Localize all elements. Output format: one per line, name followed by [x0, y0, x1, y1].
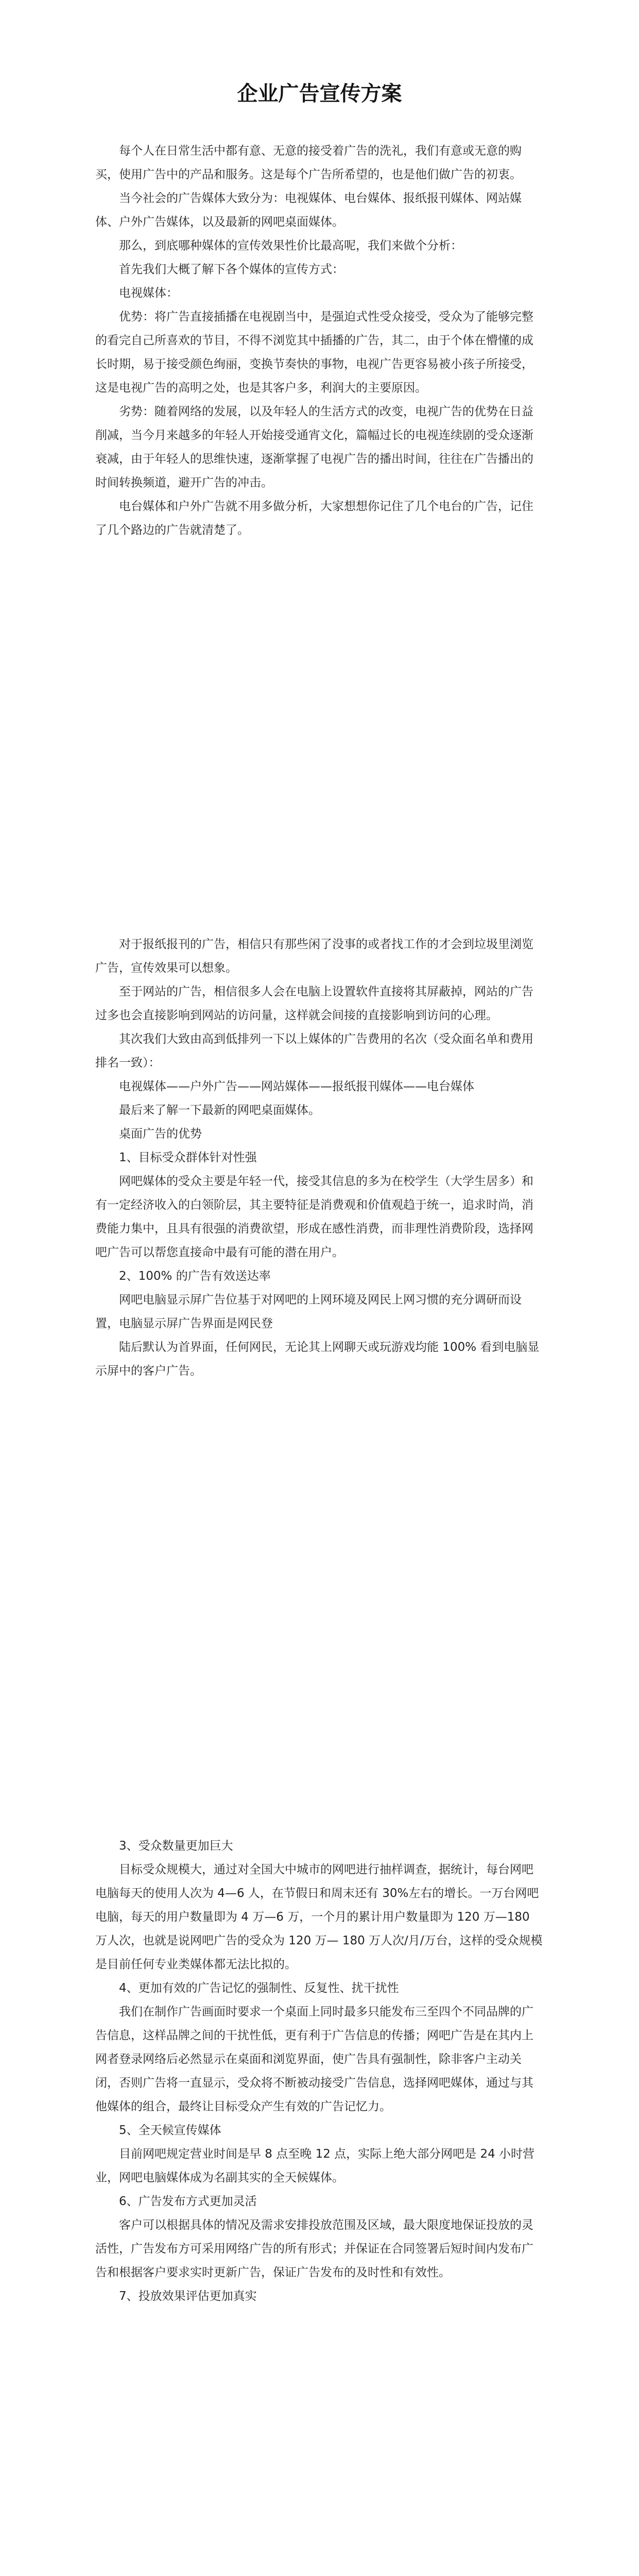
paragraph: 7、投放效果评估更加真实	[119, 2290, 257, 2303]
paragraph: 3、受众数量更加巨大	[119, 1839, 233, 1853]
section-media-analysis	[95, 139, 543, 542]
paragraph: 至于网站的广告，相信很多人会在电脑上设置软件直接将其屏蔽掉，网站的广告过多也会直接影响到网站的访问量，这样就会间接的直接影响到访问的心理。	[95, 985, 533, 1022]
paragraph: 首先我们大概了解下各个媒体的宣传方式：	[119, 263, 344, 276]
paragraph: 电视媒体：	[119, 286, 178, 300]
paragraph: 其次我们大致由高到低排列一下以上媒体的广告费用的名次（受众面名单和费用排名一致）：	[95, 1032, 533, 1070]
paragraph: 那么，到底哪种媒体的宣传效果性价比最高呢，我们来做个分析：	[119, 239, 462, 252]
paragraph: 1、目标受众群体针对性强	[119, 1151, 257, 1164]
paragraph: 劣势：随着网络的发展，以及年轻人的生活方式的改变，电视广告的优势在日益削减，当今月来越多的年轻人开始接受通宵文化，篇幅过长的电视连续剧的受众逐渐衰减，由于年轻人的思维快速，逐渐掌握了电视广告的播出时间，往往在广告播出的时间转换频道，避开广告的冲击。	[95, 405, 533, 489]
paragraph: 4、更加有效的广告记忆的强制性、反复性、扰干扰性	[119, 1981, 399, 1995]
paragraph: 对于报纸报刊的广告，相信只有那些闲了没事的或者找工作的才会到垃圾里浏览广告，宣传效果可以想象。	[95, 938, 533, 975]
paragraph: 每个人在日常生活中都有意、无意的接受着广告的洗礼，我们有意或无意的购买，使用广告中的产品和服务。这是每个广告所希望的，也是他们做广告的初衷。	[95, 144, 522, 181]
paragraph: 我们在制作广告画面时要求一个桌面上同时最多只能发布三至四个不同品牌的广告信息，这样品牌之间的干扰性低，更有利于广告信息的传播；网吧广告是在其内上网者登录网络后必然显示在桌面和浏览界面，使广告具有强制性，除非客户主动关闭，否则广告将一直显示，受众将不断被动接受广告信息，选择网吧媒体，通过与其他媒体的组合，最终让目标受众产生有效的广告记忆力。	[95, 2005, 533, 2113]
section-audience-scale	[95, 1834, 543, 2308]
paragraph: 桌面广告的优势	[119, 1127, 202, 1141]
document-title: 企业广告宣传方案	[237, 81, 402, 106]
section-desktop-advantages	[95, 933, 543, 1383]
paragraph: 网吧媒体的受众主要是年轻一代，接受其信息的多为在校学生（大学生居多）和有一定经济收入的白领阶层，其主要特征是消费观和价值观趋于统一，追求时尚，消费能力集中，且具有很强的消费欲望，形成在感性消费，而非理性消费阶段，选择网吧广告可以帮您直接命中最有可能的潜在用户。	[95, 1175, 533, 1259]
paragraph: 陆后默认为首界面，任何网民，无论其上网聊天或玩游戏均能 100% 看到电脑显示屏中的客户广告。	[95, 1341, 540, 1378]
paragraph: 2、100% 的广告有效送达率	[119, 1269, 271, 1283]
paragraph: 优势：将广告直接插播在电视剧当中，是强迫式性受众接受，受众为了能够完整的看完自己所喜欢的节目，不得不浏览其中插播的广告，其二，由于个体在懵懂的成长时期，易于接受颜色绚丽，变换节奏快的事物，电视广告更容易被小孩子所接受，这是电视广告的高明之处，也是其客户多，利润大的主要原因。	[95, 310, 533, 395]
paragraph: 5、全天候宣传媒体	[119, 2124, 221, 2137]
paragraph: 电视媒体——户外广告——网站媒体——报纸报刊媒体——电台媒体	[119, 1080, 474, 1093]
paragraph: 网吧电脑显示屏广告位基于对网吧的上网环境及网民上网习惯的充分调研而设置，电脑显示屏广告界面是网民登	[95, 1293, 522, 1330]
paragraph: 最后来了解一下最新的网吧桌面媒体。	[119, 1104, 320, 1117]
paragraph: 当今社会的广告媒体大致分为：电视媒体、电台媒体、报纸报刊媒体、网站媒体、户外广告媒体，以及最新的网吧桌面媒体。	[95, 192, 522, 229]
paragraph: 6、广告发布方式更加灵活	[119, 2195, 257, 2208]
paragraph: 客户可以根据具体的情况及需求安排投放范围及区域，最大限度地保证投放的灵活性，广告发布方可采用网络广告的所有形式；并保证在合同签署后短时间内发布广告和根据客户要求实时更新广告，保证广告发布的及时性和有效性。	[95, 2218, 533, 2279]
paragraph: 电台媒体和户外广告就不用多做分析，大家想想你记住了几个电台的广告，记住了几个路边的广告就清楚了。	[95, 500, 533, 537]
paragraph: 目前网吧规定营业时间是早 8 点至晚 12 点，实际上绝大部分网吧是 24 小时营业，网吧电脑媒体成为名副其实的全天候媒体。	[95, 2147, 535, 2184]
paragraph: 目标受众规模大，通过对全国大中城市的网吧进行抽样调查，据统计，每台网吧电脑每天的使用人次为 4—6 人，在节假日和周末还有 30%左右的增长。一万台网吧电脑，每天的用户数量即为 4 万—6 万，一个月的累计用户数量即为 120 万—180 万人次，也就是说网吧广告的受众为 120 万— 180 万人次/月/万台，这样的受众规模是目前任何专业类媒体都无法比拟的。	[95, 1863, 543, 1971]
